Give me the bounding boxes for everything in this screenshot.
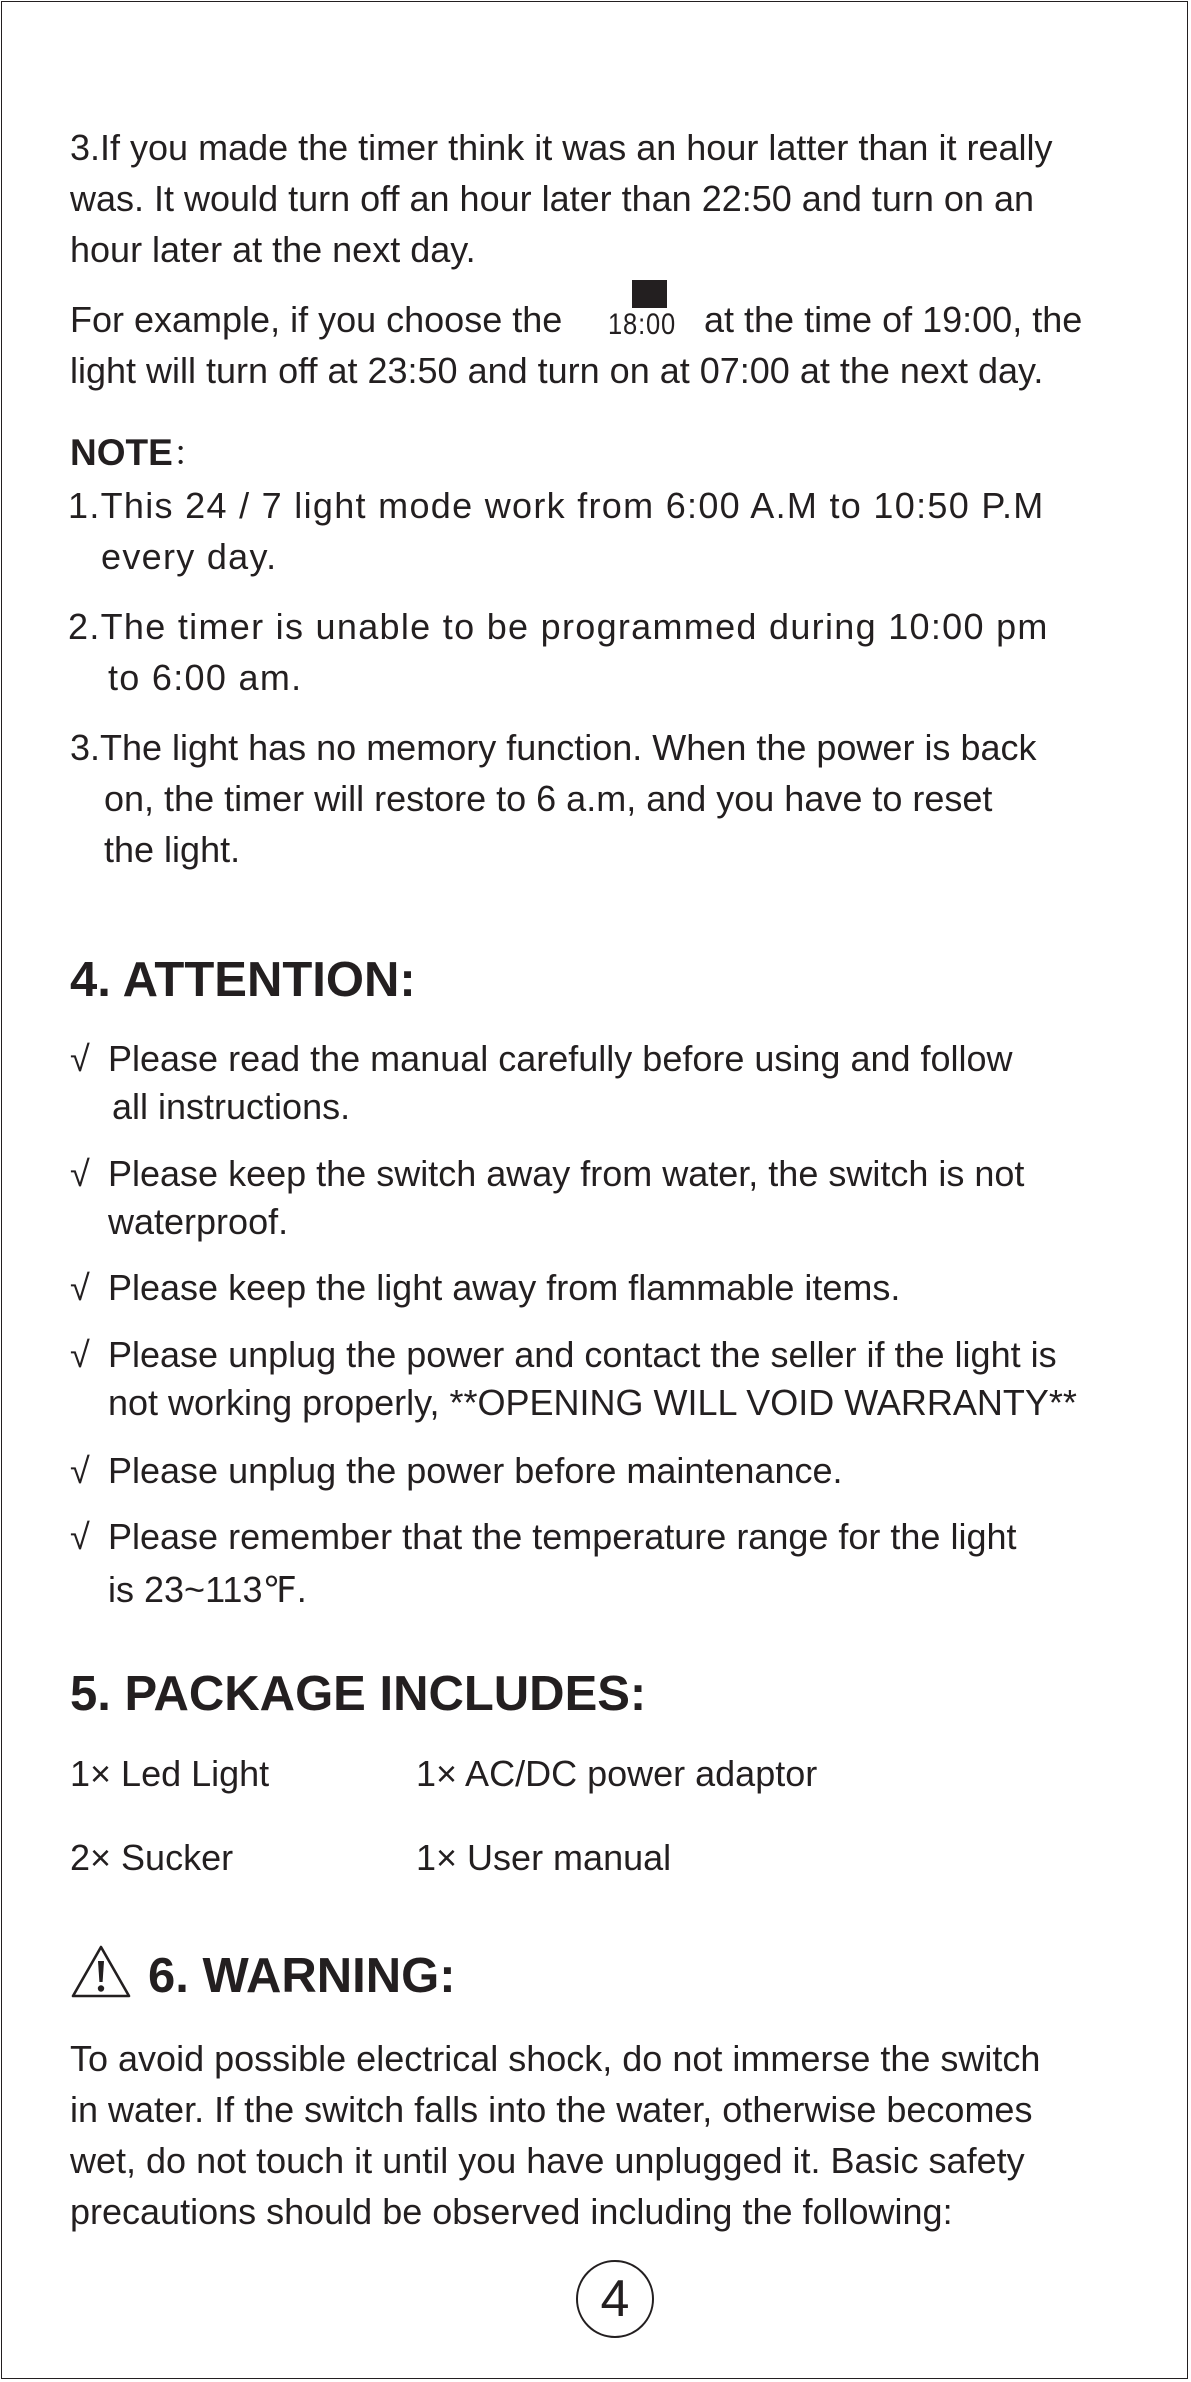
note-heading (70, 426, 207, 475)
attention-item-4-line-2: not working properly, **OPENING WILL VOID WARRANTY** (108, 1382, 1077, 1423)
warning-line-2: in water. If the switch falls into the water, otherwise becomes (70, 2089, 1033, 2130)
timer-indicator-square (632, 280, 667, 308)
warning-line-1: To avoid possible electrical shock, do not immerse the switch (70, 2038, 1041, 2079)
attention-item-3 (70, 1262, 900, 1313)
page-number (576, 2260, 654, 2338)
package-item-led-light: 1× Led Light (70, 1753, 270, 1794)
package-heading: 5. PACKAGE INCLUDES: (70, 1667, 647, 1721)
check-icon: √ (70, 1334, 90, 1375)
timer-display-icon (602, 280, 692, 350)
note-item-3-line-1: 3.The light has no memory function. When the power is back (70, 727, 1037, 768)
check-icon: √ (70, 1038, 90, 1079)
example-line-2: light will turn off at 23:50 and turn on at 07:00 at the next day. (70, 350, 1044, 391)
attention-item-1-line-2: all instructions. (112, 1086, 351, 1127)
note-item-1-line-1: 1.This 24 / 7 light mode work from 6:00 A.M to 10:50 P.M (68, 485, 1045, 526)
package-item-power-adaptor: 1× AC/DC power adaptor (416, 1753, 818, 1794)
attention-heading: 4. ATTENTION: (70, 953, 416, 1007)
attention-item-1-line-1: Please read the manual carefully before using and follow (108, 1038, 1013, 1079)
attention-item-5 (70, 1445, 843, 1496)
package-item-sucker: 2× Sucker (70, 1837, 234, 1878)
check-icon: √ (70, 1153, 90, 1194)
note-heading-colon: ： (172, 435, 207, 473)
attention-item-5-line-1: Please unplug the power before maintenance. (108, 1450, 843, 1491)
warning-line-3: wet, do not touch it until you have unplugged it. Basic safety (70, 2140, 1025, 2181)
step3-line-3: hour later at the next day. (70, 229, 476, 270)
attention-item-6-line-2: is 23~113℉. (108, 1569, 307, 1610)
attention-item-1 (70, 1033, 1013, 1084)
page-number-text: 4 (600, 2270, 630, 2328)
note-item-3-line-3: the light. (104, 829, 241, 870)
attention-item-2 (70, 1148, 1024, 1199)
package-item-user-manual: 1× User manual (416, 1837, 672, 1878)
step3-line-2: was. It would turn off an hour later than 22:50 and turn on an (70, 178, 1034, 219)
warning-heading: 6. WARNING: (148, 1949, 456, 2003)
attention-item-6-line-1: Please remember that the temperature range for the light (108, 1516, 1017, 1557)
example-text-1: For example, if you choose the (70, 299, 563, 340)
note-item-2-line-1: 2.The timer is unable to be programmed during 10:00 pm (68, 606, 1049, 647)
note-item-3-line-2: on, the timer will restore to 6 a.m, and you have to reset (104, 778, 993, 819)
note-heading-text: NOTE (70, 432, 173, 473)
check-icon: √ (70, 1516, 90, 1557)
check-icon: √ (70, 1450, 90, 1491)
attention-item-4 (70, 1329, 1057, 1380)
attention-item-4-line-1: Please unplug the power and contact the seller if the light is (108, 1334, 1057, 1375)
attention-item-6 (70, 1511, 1017, 1562)
attention-item-2-line-2: waterproof. (108, 1201, 289, 1242)
warning-line-4: precautions should be observed including the following: (70, 2191, 953, 2232)
warning-triangle-icon (70, 1944, 132, 2000)
example-text-2: at the time of 19:00, the (704, 299, 1083, 340)
check-icon: √ (70, 1267, 90, 1308)
step3-line-1: 3.If you made the timer think it was an hour latter than it really (70, 127, 1053, 168)
attention-item-2-line-1: Please keep the switch away from water, the switch is not (108, 1153, 1025, 1194)
note-item-1-line-2: every day. (101, 536, 278, 577)
attention-item-3-line-1: Please keep the light away from flammable items. (108, 1267, 901, 1308)
timer-display-text: 18:00 (608, 308, 677, 341)
note-item-2-line-2: to 6:00 am. (108, 657, 303, 698)
